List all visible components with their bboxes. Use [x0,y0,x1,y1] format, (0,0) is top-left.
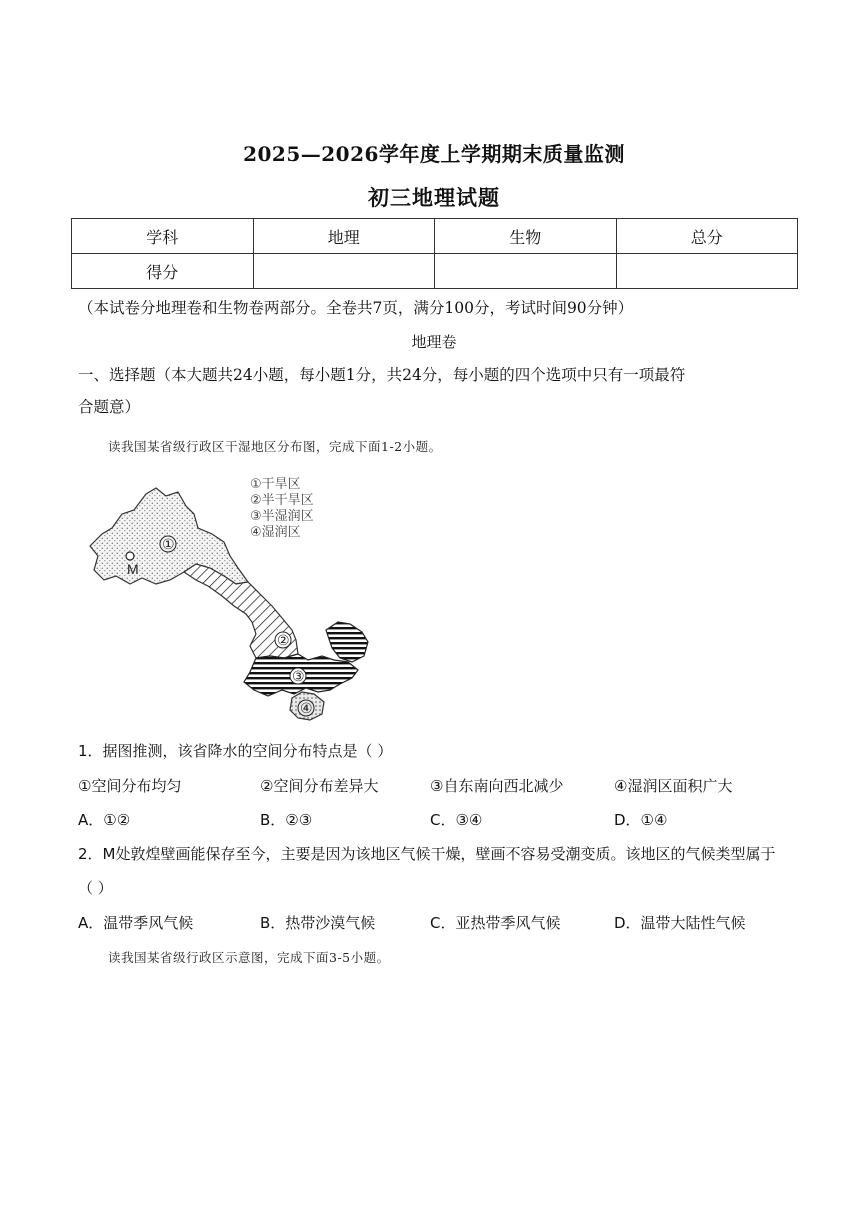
q1-option-c[interactable]: C．③④ [430,811,483,829]
legend-item-semi-humid: ③半湿润区 [250,509,314,524]
exam-note: （本试卷分地理卷和生物卷两部分。全卷共7页，满分100分，考试时间90分钟） [78,299,634,317]
q1-option-d[interactable]: D．①④ [614,811,668,829]
q1-statement-2: ②空间分布差异大 [260,777,379,795]
exam-title: 2025—2026学年度上学期期末质量监测 [243,142,625,166]
score-row-label: 得分 [72,254,254,289]
point-m-label: M [127,561,139,577]
region-label-3: ③ [292,669,305,685]
semi-humid-region-east [326,622,368,662]
legend-item-semi-arid: ②半干旱区 [250,493,314,508]
q2-option-c[interactable]: C．亚热带季风气候 [430,914,561,932]
question-2-stem: 2．M处敦煌壁画能保存至今，主要是因为该地区气候干燥，壁画不容易受潮变质。该地区的气候类型属于 [78,845,776,863]
score-table [71,218,798,289]
map-legend [250,477,314,540]
score-table-score-row [72,254,798,289]
exam-subtitle: 初三地理试题 [368,185,500,210]
read-prompt-2: 读我国某省级行政区示意图，完成下面3-5小题。 [108,950,390,965]
section-title: 地理卷 [411,333,457,351]
legend-item-humid: ④湿润区 [250,525,301,540]
q1-statement-1: ①空间分布均匀 [78,777,182,795]
q1-option-b[interactable]: B．②③ [260,811,313,829]
q2-option-a[interactable]: A．温带季风气候 [78,914,194,932]
point-m-marker [126,552,134,560]
question-1-stem: 1．据图推测，该省降水的空间分布特点是（ ） [78,742,393,760]
dry-wet-region-map [86,472,372,722]
legend-item-arid: ①干旱区 [250,477,301,492]
score-header-subject: 学科 [72,219,254,254]
part1-heading-line2: 合题意） [78,398,141,416]
q2-option-b[interactable]: B．热带沙漠气候 [260,914,376,932]
region-label-2: ② [277,633,290,649]
score-header-biology: 生物 [435,219,617,254]
part1-heading-line1: 一、选择题（本大题共24小题，每小题1分，共24分，每小题的四个选项中只有一项最符 [78,366,686,384]
score-cell-geography[interactable] [253,254,435,289]
score-header-total: 总分 [616,219,798,254]
q1-statement-4: ④湿润区面积广大 [614,777,733,795]
region-label-1: ① [162,537,175,553]
score-cell-total[interactable] [616,254,798,289]
read-prompt-1: 读我国某省级行政区干湿地区分布图，完成下面1-2小题。 [108,439,442,454]
score-cell-biology[interactable] [435,254,617,289]
q1-statement-3: ③自东南向西北减少 [430,777,564,795]
q1-option-a[interactable]: A．①② [78,811,131,829]
score-table-header-row [72,219,798,254]
region-label-4: ④ [300,701,313,717]
score-header-geography: 地理 [253,219,435,254]
question-2-stem-cont: （ ） [78,879,113,897]
q2-option-d[interactable]: D．温带大陆性气候 [614,914,746,932]
